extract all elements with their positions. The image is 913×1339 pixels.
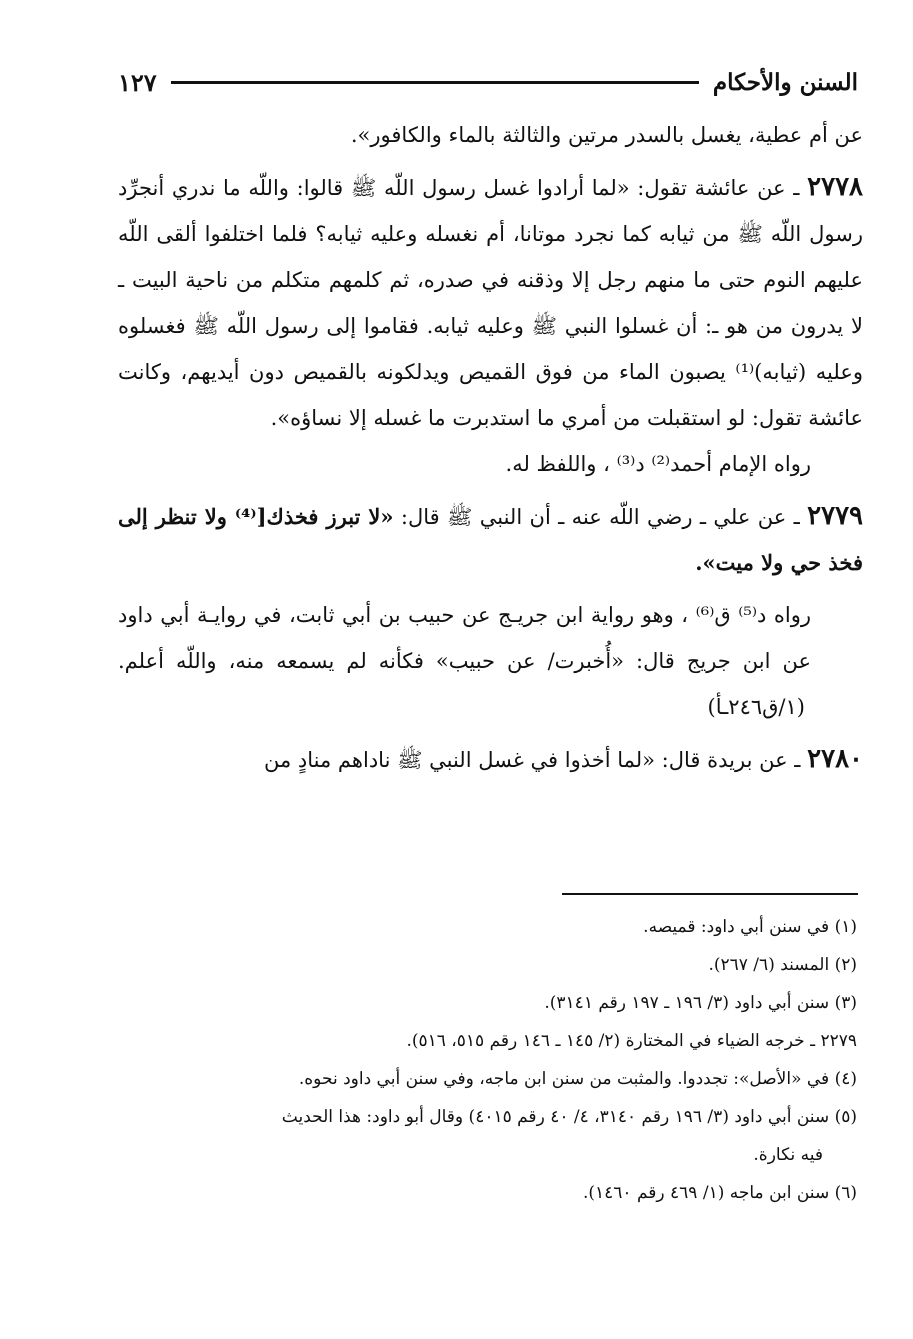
riwaya-2779	[118, 592, 863, 730]
hadith-quote: «لا تبرز فخذك[⁽⁴⁾ ولا تنظر إلى فخذ حي ولا ميت».	[118, 504, 863, 575]
page-header	[118, 60, 858, 104]
hadith-number: ٢٧٨٠	[807, 744, 863, 774]
hadith-2779	[118, 493, 863, 586]
hadith-2780	[118, 736, 863, 783]
header-rule	[171, 81, 699, 84]
riwaya-text: رواه د⁽⁵⁾ ق⁽⁶⁾ ، وهو رواية ابن جريـج عن حبيب بن أبي ثابت، في روايـة أبي داود عن ابن جريج قال: «أُخبرت/ عن حبيب» فكأنه لم يسمعه منه، واللّه أعلم.	[118, 603, 811, 673]
footnote-item: (٦) سنن ابن ماجه (١/ ٤٦٩ رقم ١٤٦٠).	[582, 1183, 857, 1203]
footnote-separator	[562, 893, 858, 895]
main-text	[118, 112, 863, 783]
footnote-item: (٣) سنن أبي داود (٣/ ١٩٦ ـ ١٩٧ رقم ٣١٤١).	[544, 993, 857, 1013]
footnote-item: (٥) سنن أبي داود (٣/ ١٩٦ رقم ٣١٤٠، ٤/ ٤٠ رقم ٤٠١٥) وقال أبو داود: هذا الحديث	[281, 1107, 857, 1127]
footnote-item: ٢٢٧٩ ـ خرجه الضياء في المختارة (٢/ ١٤٥ ـ ١٤٦ رقم ٥١٥، ٥١٦).	[406, 1031, 857, 1051]
hadith-2778	[118, 164, 863, 441]
footnote-item: (٢) المسند (٦/ ٢٦٧).	[708, 955, 857, 975]
page-number: ١٢٧	[118, 67, 157, 97]
running-title: السنن والأحكام	[712, 68, 858, 96]
hadith-number: ٢٧٧٨	[807, 172, 863, 202]
hadith-text: ـ عن عائشة تقول: «لما أرادوا غسل رسول اللّه ﷺ قالوا: واللّه ما ندري أنجرِّد رسول اللّه ﷺ من ثيابه كما نجرد موتانا، أم نغسله وعليه ثيابه؟ فلما اختلفوا ألقى اللّه عليهم النوم حتى ما منهم رجل إلا وذقنه في صدره، ثم كلمهم متكلم من ناحية البيت ـ لا يدرون من هو ـ: أن غسلوا النبي ﷺ وعليه ثيابه. فقاموا إلى رسول اللّه ﷺ فغسلوه وعليه (ثيابه)⁽¹⁾ يصبون الماء من فوق القميص ويدلكونه بالقميص دون أيديهم، وكانت عائشة تقول: لو استقبلت من أمري ما استدبرت ما غسله إلا نساؤه».	[118, 176, 863, 430]
hadith-number: ٢٧٧٩	[807, 501, 864, 531]
footnote-item: (٤) في «الأصل»: تجددوا. والمثبت من سنن ابن ماجه، وفي سنن أبي داود نحوه.	[298, 1069, 857, 1089]
footnotes	[118, 908, 863, 1212]
hadith-text: ـ عن بريدة قال: «لما أخذوا في غسل النبي ﷺ ناداهم منادٍ من	[264, 748, 801, 772]
hadith-text: ـ عن علي ـ رضي اللّه عنه ـ أن النبي ﷺ قال:	[393, 505, 800, 529]
footnote-item: فيه نكارة.	[753, 1145, 823, 1165]
paragraph-continuation: عن أم عطية، يغسل بالسدر مرتين والثالثة بالماء والكافور».	[350, 123, 863, 147]
riwaya-2778: رواه الإمام أحمد⁽²⁾ د⁽³⁾ ، واللفظ له.	[505, 452, 811, 476]
footnote-item: (١) في سنن أبي داود: قميصه.	[643, 917, 857, 937]
manuscript-folio-ref: (١/ق٢٤٦ـأ)	[707, 695, 805, 719]
